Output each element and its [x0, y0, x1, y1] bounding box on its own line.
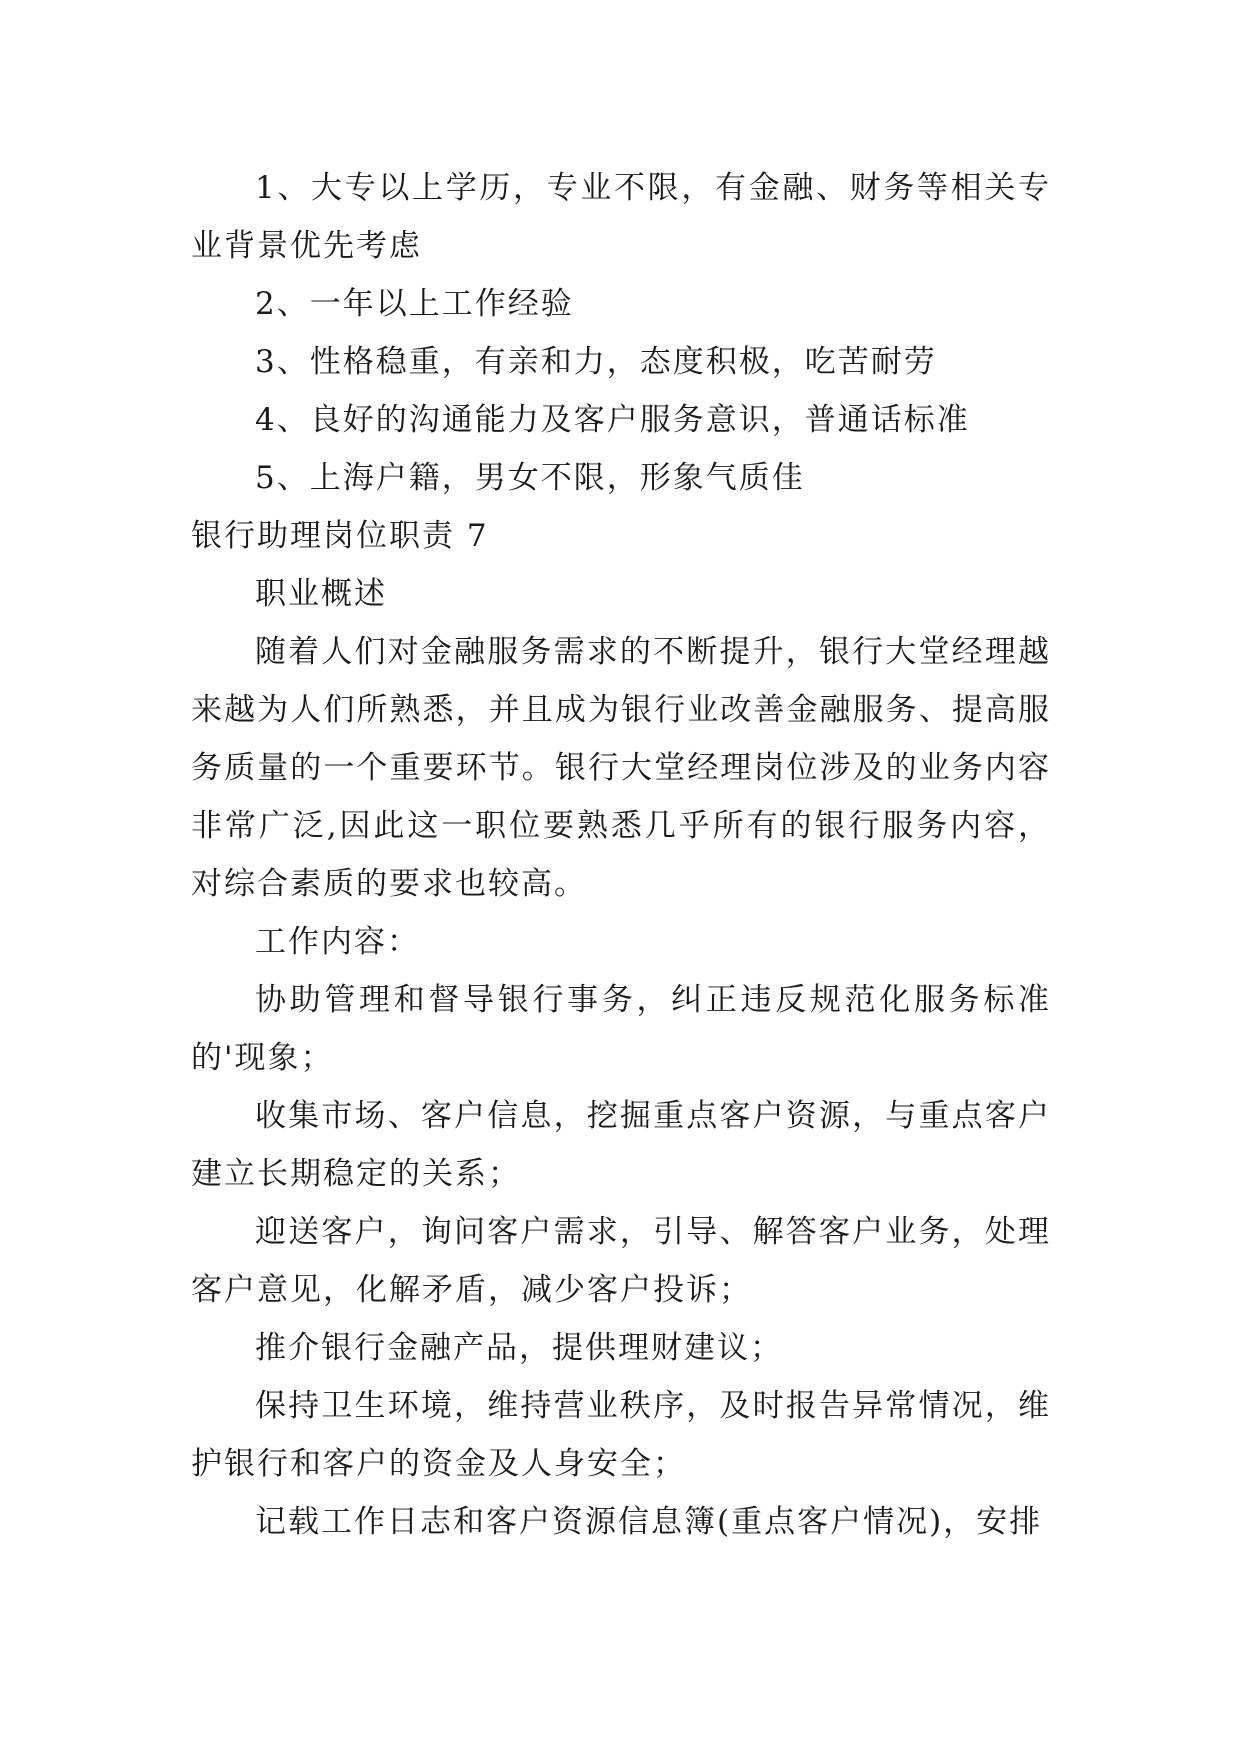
requirement-item-3: 3、性格稳重，有亲和力，态度积极，吃苦耐劳	[255, 344, 937, 380]
duty-paragraph-5: 保持卫生环境，维持营业秩序，及时报告异常情况，维护银行和客户的资金及人身安全；	[191, 1388, 1051, 1482]
requirement-item-2: 2、一年以上工作经验	[255, 286, 574, 322]
subheading-overview: 职业概述	[255, 576, 387, 612]
requirement-item-1: 1、大专以上学历，专业不限，有金融、财务等相关专业背景优先考虑	[191, 170, 1051, 264]
duty-paragraph-3: 迎送客户，询问客户需求，引导、解答客户业务，处理客户意见，化解矛盾，减少客户投诉；	[191, 1214, 1051, 1308]
subheading-work-content: 工作内容：	[255, 924, 420, 960]
duty-paragraph-2: 收集市场、客户信息，挖掘重点客户资源，与重点客户建立长期稳定的关系；	[191, 1098, 1051, 1192]
requirement-item-5: 5、上海户籍，男女不限，形象气质佳	[255, 460, 805, 496]
duty-paragraph-4: 推介银行金融产品，提供理财建议；	[255, 1330, 783, 1366]
section-heading: 银行助理岗位职责 7	[191, 518, 489, 554]
duty-paragraph-6: 记载工作日志和客户资源信息簿(重点客户情况)，安排	[255, 1504, 1043, 1540]
document-body	[191, 159, 1051, 1551]
duty-paragraph-1: 协助管理和督导银行事务，纠正违反规范化服务标准的'现象；	[191, 982, 1051, 1076]
overview-paragraph: 随着人们对金融服务需求的不断提升，银行大堂经理越来越为人们所熟悉，并且成为银行业改善金融服务、提高服务质量的一个重要环节。银行大堂经理岗位涉及的业务内容非常广泛,因此这一职位要熟悉几乎所有的银行服务内容，对综合素质的要求也较高。	[191, 634, 1051, 902]
requirement-item-4: 4、良好的沟通能力及客户服务意识，普通话标准	[255, 402, 970, 438]
